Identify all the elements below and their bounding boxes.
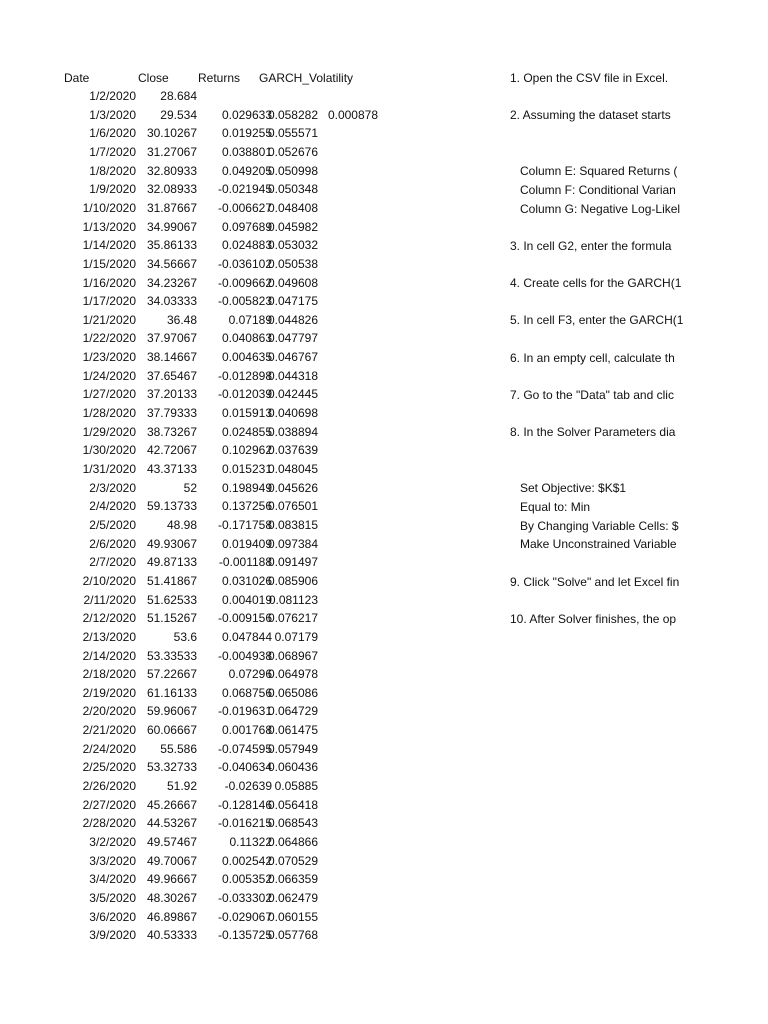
cell-returns: 0.031026: [221, 573, 272, 588]
cell-close: 57.22667: [146, 667, 197, 682]
cell-garch-volatility: 0.047797: [267, 331, 318, 346]
cell-garch-volatility: 0.064978: [267, 667, 318, 682]
cell-returns: 0.015913: [221, 406, 272, 421]
header-date: Date: [64, 71, 90, 85]
cell-date: 1/17/2020: [82, 294, 136, 309]
cell-garch-volatility: 0.040698: [267, 406, 318, 421]
instruction-note: 1. Open the CSV file in Excel.: [510, 71, 669, 85]
cell-garch-volatility: 0.044826: [267, 312, 318, 327]
cell-garch-volatility: 0.068543: [267, 816, 318, 831]
cell-garch-volatility: 0.076217: [267, 611, 318, 626]
cell-returns: -0.074595: [217, 741, 272, 756]
cell-garch-volatility: 0.057949: [267, 741, 318, 756]
cell-returns: 0.040863: [221, 331, 272, 346]
cell-garch-volatility: 0.065086: [267, 685, 318, 700]
cell-date: 1/29/2020: [82, 424, 136, 439]
cell-garch-volatility: 0.050538: [267, 256, 318, 271]
cell-close: 52: [183, 480, 197, 495]
cell-returns: 0.137256: [221, 499, 272, 514]
cell-garch-volatility: 0.085906: [267, 573, 318, 588]
cell-garch-volatility: 0.061475: [267, 723, 318, 738]
cell-date: 2/7/2020: [89, 555, 136, 570]
cell-close: 34.03333: [146, 294, 197, 309]
cell-date: 3/4/2020: [89, 872, 136, 887]
cell-close: 53.32733: [146, 760, 197, 775]
cell-close: 37.65467: [146, 368, 197, 383]
cell-close: 42.72067: [146, 443, 197, 458]
cell-returns: 0.004635: [221, 350, 272, 365]
cell-close: 49.57467: [146, 835, 197, 849]
cell-date: 2/28/2020: [82, 816, 136, 831]
cell-returns: -0.012039: [217, 387, 272, 402]
cell-close: 53.6: [173, 629, 197, 644]
cell-returns: -0.128146: [217, 797, 272, 812]
instruction-note: 3. In cell G2, enter the formula: [510, 238, 672, 253]
cell-date: 1/14/2020: [82, 238, 136, 253]
cell-close: 51.62533: [146, 592, 197, 607]
cell-returns: 0.019255: [221, 126, 272, 141]
cell-close: 53.33533: [146, 648, 197, 663]
cell-garch-volatility: 0.097384: [267, 536, 318, 551]
cell-returns: -0.171758: [217, 517, 272, 532]
cell-date: 3/2/2020: [89, 835, 136, 849]
cell-date: 2/10/2020: [82, 573, 136, 588]
cell-close: 59.13733: [146, 499, 197, 514]
cell-returns: 0.07296: [228, 667, 272, 682]
cell-date: 3/9/2020: [89, 928, 136, 943]
cell-close: 28.684: [160, 89, 197, 103]
cell-garch-volatility: 0.048408: [267, 200, 318, 215]
instruction-note: 8. In the Solver Parameters dia: [510, 425, 676, 440]
cell-garch-volatility: 0.053032: [267, 238, 318, 253]
cell-returns: 0.102962: [221, 443, 272, 458]
cell-close: 31.87667: [146, 200, 197, 215]
cell-close: 31.27067: [146, 144, 197, 159]
cell-returns: -0.009156: [217, 611, 272, 626]
cell-date: 2/24/2020: [82, 741, 136, 756]
cell-close: 32.08933: [146, 182, 197, 197]
cell-returns: -0.029067: [217, 909, 272, 924]
cell-garch-volatility: 0.060436: [267, 760, 318, 775]
cell-date: 1/7/2020: [89, 144, 136, 159]
cell-garch-volatility: 0.05885: [274, 779, 318, 794]
instruction-note: 10. After Solver finishes, the op: [510, 611, 677, 626]
cell-returns: 0.049205: [221, 163, 272, 178]
cell-garch-volatility: 0.037639: [267, 443, 318, 458]
cell-returns: -0.009662: [217, 275, 272, 290]
cell-garch-volatility: 0.047175: [267, 294, 318, 309]
cell-close: 46.89867: [146, 909, 197, 924]
instruction-note: 7. Go to the "Data" tab and clic: [510, 388, 674, 403]
cell-date: 1/13/2020: [82, 219, 136, 234]
cell-close: 49.93067: [146, 536, 197, 551]
cell-garch-volatility: 0.052676: [267, 144, 318, 159]
cell-returns: -0.004938: [217, 648, 272, 663]
cell-date: 1/23/2020: [82, 350, 136, 365]
cell-date: 2/13/2020: [82, 629, 136, 644]
cell-date: 1/30/2020: [82, 443, 136, 458]
instruction-note: Set Objective: $K$1: [520, 481, 627, 496]
cell-garch-volatility: 0.049608: [267, 275, 318, 290]
cell-returns: 0.068756: [221, 685, 272, 700]
cell-close: 48.30267: [146, 890, 197, 905]
cell-close: 51.41867: [146, 573, 197, 588]
cell-date: 1/16/2020: [82, 275, 136, 290]
cell-garch-volatility: 0.050348: [267, 182, 318, 197]
cell-date: 1/27/2020: [82, 387, 136, 402]
cell-garch-volatility: 0.064866: [267, 835, 318, 849]
cell-garch-volatility: 0.057768: [267, 928, 318, 943]
cell-close: 51.15267: [146, 611, 197, 626]
cell-close: 35.86133: [146, 238, 197, 253]
cell-garch-volatility: 0.044318: [267, 368, 318, 383]
cell-returns: -0.021945: [217, 182, 272, 197]
cell-returns: -0.016215: [217, 816, 272, 831]
cell-garch-volatility: 0.046767: [267, 350, 318, 365]
instruction-note: Column E: Squared Returns (: [520, 164, 678, 179]
instruction-note: 5. In cell F3, enter the GARCH(1: [510, 313, 684, 328]
cell-close: 59.96067: [146, 704, 197, 719]
cell-returns: 0.004019: [221, 592, 272, 607]
cell-returns: 0.001768: [221, 723, 272, 738]
cell-date: 2/25/2020: [82, 760, 136, 775]
cell-date: 2/27/2020: [82, 797, 136, 812]
cell-date: 2/3/2020: [89, 480, 136, 495]
cell-returns: 0.097689: [221, 219, 272, 234]
cell-date: 1/2/2020: [89, 89, 136, 103]
cell-close: 49.70067: [146, 853, 197, 868]
cell-returns: 0.019409: [221, 536, 272, 551]
cell-close: 49.87133: [146, 555, 197, 570]
cell-returns: -0.036102: [217, 256, 272, 271]
cell-date: 1/21/2020: [82, 312, 136, 327]
cell-close: 36.48: [166, 312, 197, 327]
cell-close: 32.80933: [146, 163, 197, 178]
cell-close: 37.20133: [146, 387, 197, 402]
cell-date: 1/3/2020: [89, 107, 136, 122]
instruction-note: Make Unconstrained Variable: [520, 537, 677, 552]
cell-returns: -0.033302: [217, 890, 272, 905]
cell-date: 2/6/2020: [89, 536, 136, 551]
cell-returns: 0.002542: [221, 853, 272, 868]
instruction-note: By Changing Variable Cells: $: [520, 518, 679, 533]
cell-date: 2/19/2020: [82, 685, 136, 700]
cell-garch-volatility: 0.058282: [267, 107, 318, 122]
cell-close: 55.586: [160, 741, 197, 756]
cell-date: 1/9/2020: [89, 182, 136, 197]
header-close: Close: [138, 71, 169, 85]
cell-close: 48.98: [166, 517, 197, 532]
header-garch-volatility: GARCH_Volatility: [259, 71, 354, 85]
cell-garch-volatility: 0.048045: [267, 462, 318, 476]
cell-garch-volatility: 0.038894: [267, 424, 318, 439]
instruction-note: Column G: Negative Log-Likel: [520, 201, 681, 216]
cell-garch-volatility: 0.056418: [267, 797, 318, 812]
cell-close: 34.99067: [146, 219, 197, 234]
cell-close: 60.06667: [146, 723, 197, 738]
cell-date: 3/6/2020: [89, 909, 136, 924]
cell-returns: 0.015231: [221, 462, 272, 476]
cell-returns: 0.047844: [221, 629, 272, 644]
header-returns: Returns: [198, 71, 241, 85]
cell-date: 3/3/2020: [89, 853, 136, 868]
cell-returns: 0.038801: [221, 144, 272, 159]
cell-date: 2/11/2020: [83, 592, 136, 607]
cell-returns: 0.07189: [228, 312, 272, 327]
cell-close: 30.10267: [146, 126, 197, 141]
instructions-column: [510, 0, 768, 1024]
cell-garch-volatility: 0.076501: [267, 499, 318, 514]
cell-garch-volatility: 0.060155: [267, 909, 318, 924]
cell-garch-volatility: 0.066359: [267, 872, 318, 887]
cell-close: 34.56667: [146, 256, 197, 271]
cell-returns: -0.006627: [217, 200, 272, 215]
cell-date: 1/24/2020: [82, 368, 136, 383]
cell-garch-volatility: 0.091497: [267, 555, 318, 570]
cell-date: 2/5/2020: [89, 517, 136, 532]
cell-returns: 0.11322: [229, 835, 272, 849]
instruction-note: Column F: Conditional Varian: [520, 182, 676, 197]
cell-garch-volatility: 0.064729: [267, 704, 318, 719]
cell-close: 43.37133: [146, 462, 197, 476]
cell-returns: -0.012898: [217, 368, 272, 383]
cell-close: 49.96667: [146, 872, 197, 887]
cell-date: 1/8/2020: [89, 163, 136, 178]
cell-returns: 0.024855: [221, 424, 272, 439]
cell-date: 1/31/2020: [82, 462, 136, 476]
cell-date: 2/26/2020: [82, 779, 136, 794]
cell-close: 38.14667: [146, 350, 197, 365]
cell-date: 1/10/2020: [82, 200, 136, 215]
cell-extra: 0.000878: [327, 107, 378, 122]
instruction-note: Equal to: Min: [520, 499, 591, 514]
instruction-note: 4. Create cells for the GARCH(1: [510, 276, 682, 291]
cell-date: 3/5/2020: [89, 890, 136, 905]
cell-garch-volatility: 0.050998: [267, 163, 318, 178]
instruction-note: 6. In an empty cell, calculate th: [510, 350, 675, 365]
cell-close: 61.16133: [146, 685, 197, 700]
cell-close: 37.79333: [146, 406, 197, 421]
cell-returns: 0.198949: [221, 480, 272, 495]
cell-returns: -0.040634: [217, 760, 272, 775]
cell-garch-volatility: 0.042445: [267, 387, 318, 402]
cell-returns: -0.135725: [217, 928, 272, 943]
cell-returns: 0.029633: [221, 107, 272, 122]
cell-date: 2/21/2020: [82, 723, 136, 738]
cell-close: 45.26667: [146, 797, 197, 812]
cell-returns: -0.001188: [218, 555, 272, 570]
cell-garch-volatility: 0.045626: [267, 480, 318, 495]
cell-date: 1/28/2020: [82, 406, 136, 421]
cell-returns: -0.02639: [224, 779, 272, 794]
cell-date: 1/15/2020: [82, 256, 136, 271]
cell-close: 34.23267: [146, 275, 197, 290]
instruction-note: 2. Assuming the dataset starts: [510, 108, 671, 123]
cell-garch-volatility: 0.068967: [267, 648, 318, 663]
cell-returns: 0.005352: [221, 872, 272, 887]
cell-date: 2/20/2020: [82, 704, 136, 719]
cell-returns: 0.024883: [221, 238, 272, 253]
cell-close: 51.92: [166, 779, 197, 794]
cell-date: 2/14/2020: [82, 648, 136, 663]
instruction-note: 9. Click "Solve" and let Excel fin: [510, 574, 680, 589]
cell-date: 2/18/2020: [82, 667, 136, 682]
cell-returns: -0.005823: [217, 294, 272, 309]
cell-garch-volatility: 0.083815: [267, 517, 318, 532]
cell-garch-volatility: 0.070529: [267, 853, 318, 868]
cell-garch-volatility: 0.055571: [267, 126, 318, 141]
cell-date: 1/6/2020: [89, 126, 136, 141]
cell-garch-volatility: 0.062479: [267, 890, 318, 905]
cell-close: 44.53267: [146, 816, 197, 831]
cell-date: 1/22/2020: [82, 331, 136, 346]
cell-garch-volatility: 0.081123: [268, 592, 318, 607]
cell-close: 38.73267: [146, 424, 197, 439]
cell-close: 29.534: [160, 107, 197, 122]
cell-garch-volatility: 0.07179: [274, 629, 318, 644]
cell-date: 2/12/2020: [82, 611, 136, 626]
cell-returns: -0.019631: [217, 704, 272, 719]
cell-close: 37.97067: [146, 331, 197, 346]
cell-close: 40.53333: [146, 928, 197, 943]
cell-date: 2/4/2020: [89, 499, 136, 514]
cell-garch-volatility: 0.045982: [267, 219, 318, 234]
